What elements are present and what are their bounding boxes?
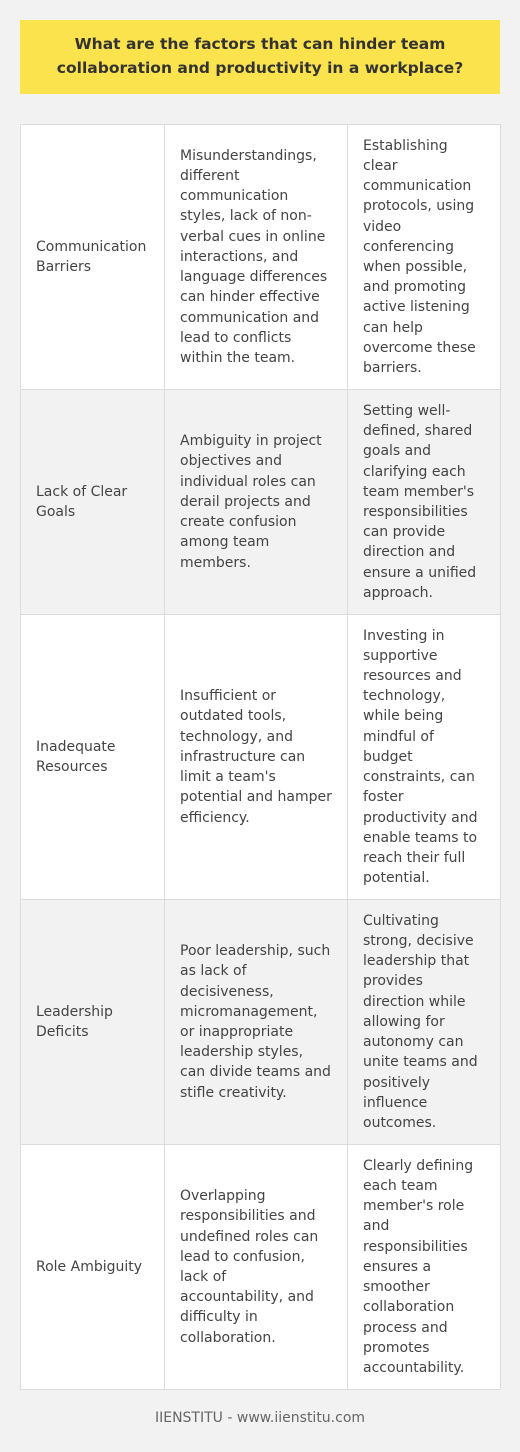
factor-cell: Leadership Deficits	[21, 900, 165, 1145]
factor-cell: Communication Barriers	[21, 125, 165, 390]
solution-cell: Cultivating strong, decisive leadership that provides direction while allowing for autonomy can unite teams and positively influence outcomes.	[348, 900, 501, 1145]
table-row	[21, 1145, 501, 1390]
table-row	[21, 900, 501, 1145]
table-row	[21, 125, 501, 390]
page-title: What are the factors that can hinder team collaboration and productivity in a workplace?	[20, 20, 500, 94]
solution-cell: Establishing clear communication protocols, using video conferencing when possible, and promoting active listening can help overcome these barriers.	[348, 125, 501, 390]
table-row	[21, 615, 501, 900]
description-cell: Insufficient or outdated tools, technology, and infrastructure can limit a team's potential and hamper efficiency.	[165, 615, 348, 900]
solution-cell: Clearly defining each team member's role and responsibilities ensures a smoother collaboration process and promotes accountability.	[348, 1145, 501, 1390]
description-cell: Overlapping responsibilities and undefined roles can lead to confusion, lack of accountability, and difficulty in collaboration.	[165, 1145, 348, 1390]
table-row	[21, 390, 501, 615]
footer-credit: IIENSTITU - www.iienstitu.com	[154, 1410, 366, 1426]
description-cell: Poor leadership, such as lack of decisiveness, micromanagement, or inappropriate leadership styles, can divide teams and stifle creativity.	[165, 900, 348, 1145]
factors-table	[20, 124, 501, 1390]
factor-cell: Inadequate Resources	[21, 615, 165, 900]
factor-cell: Lack of Clear Goals	[21, 390, 165, 615]
solution-cell: Setting well-defined, shared goals and clarifying each team member's responsibilities can provide direction and ensure a unified approach.	[348, 390, 501, 615]
factor-cell: Role Ambiguity	[21, 1145, 165, 1390]
description-cell: Ambiguity in project objectives and individual roles can derail projects and create confusion among team members.	[165, 390, 348, 615]
solution-cell: Investing in supportive resources and technology, while being mindful of budget constraints, can foster productivity and enable teams to reach their full potential.	[348, 615, 501, 900]
description-cell: Misunderstandings, different communication styles, lack of non-verbal cues in online interactions, and language differences can hinder effective communication and lead to conflicts within the team.	[165, 125, 348, 390]
